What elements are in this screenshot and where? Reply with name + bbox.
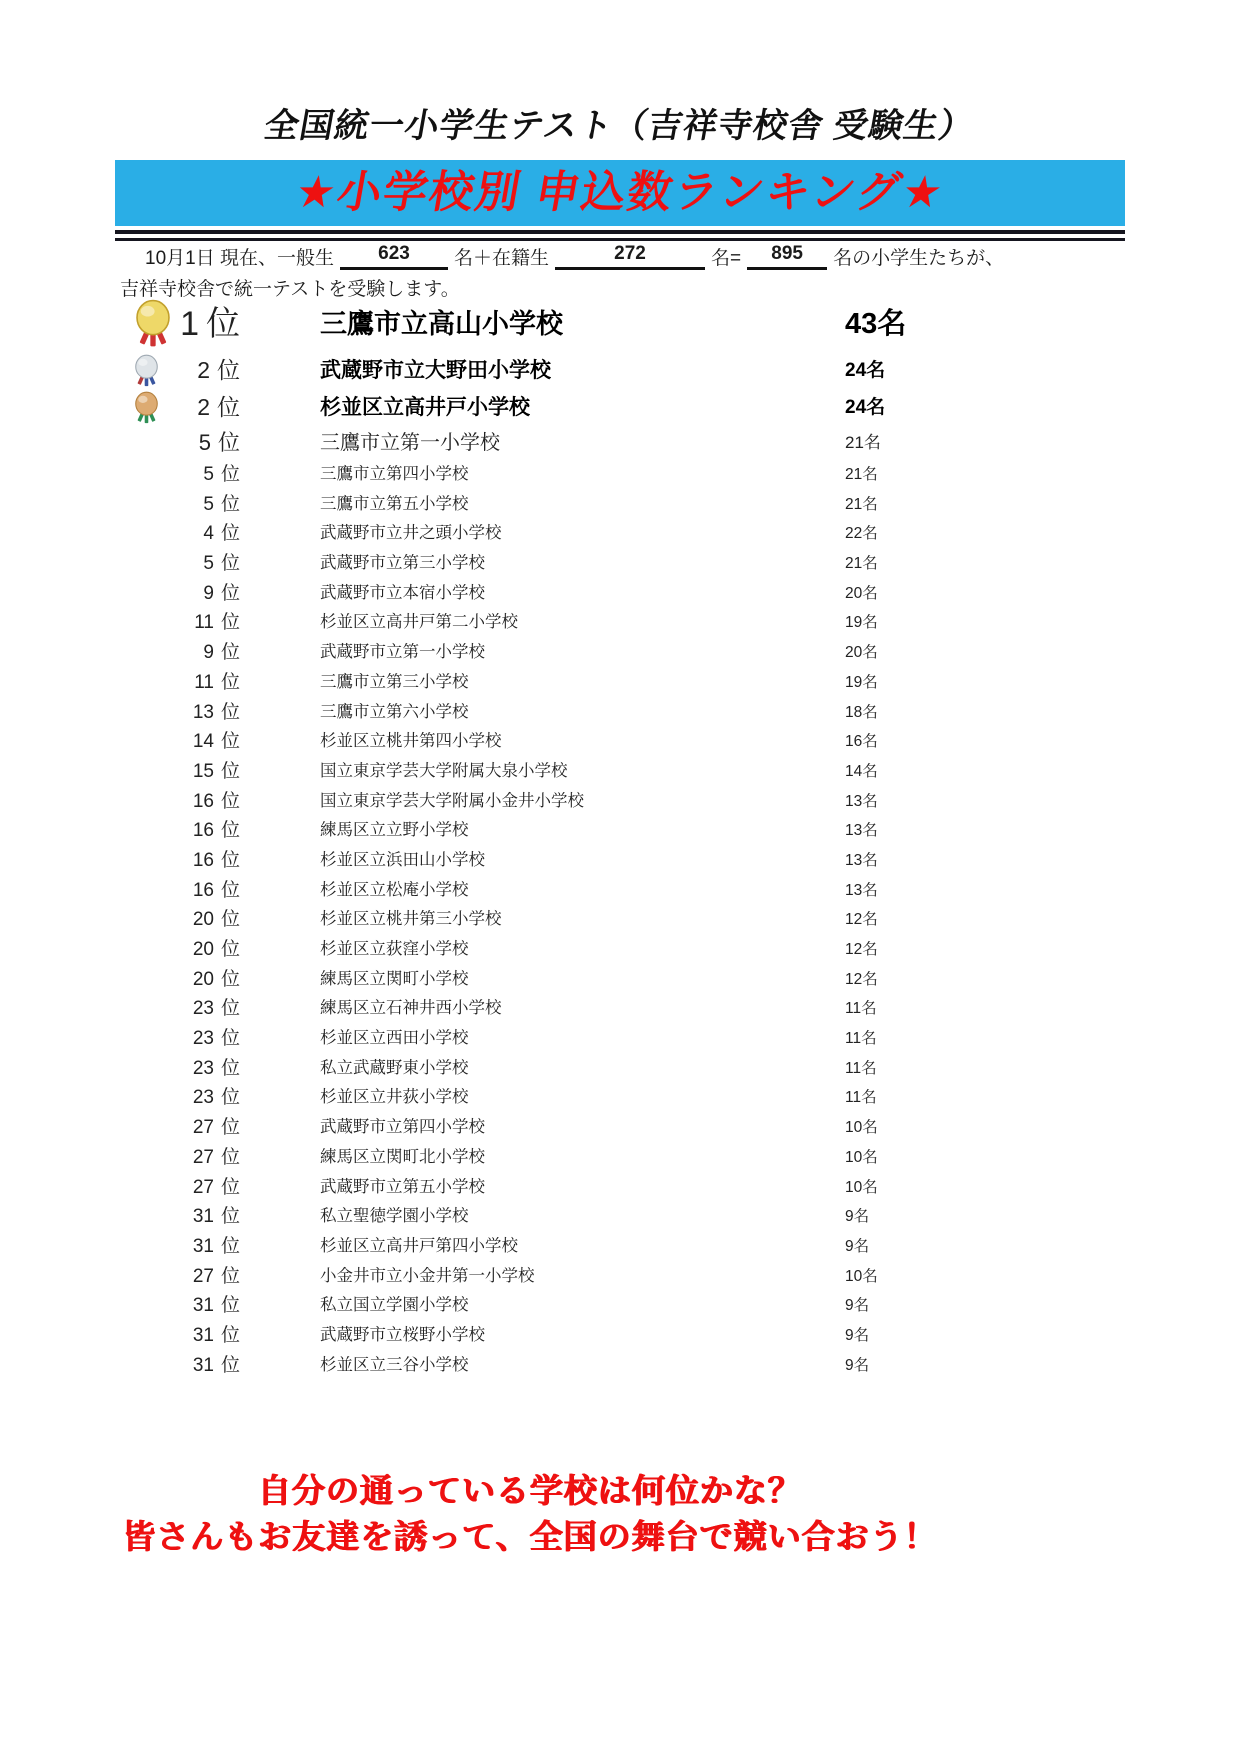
rank-number: 14 [192, 731, 214, 753]
ranking-row [0, 1291, 1240, 1321]
rank-number: 15 [192, 760, 214, 782]
rank-cell [115, 905, 240, 935]
total-count-value: 895 [747, 243, 827, 270]
ranking-row [0, 965, 1240, 995]
rank-number: 31 [192, 1295, 214, 1317]
rank-suffix: 位 [220, 1087, 240, 1109]
rank-suffix: 位 [220, 731, 240, 753]
applicant-count: 9名 [845, 1237, 870, 1255]
school-name: 私立国立学園小学校 [320, 1296, 469, 1315]
applicant-count: 21名 [845, 466, 878, 483]
rank-number: 9 [203, 582, 214, 604]
school-name: 杉並区立桃井第三小学校 [320, 910, 502, 929]
school-name: 杉並区立井荻小学校 [320, 1088, 469, 1107]
applicant-count: 12名 [845, 911, 878, 929]
ranking-row [0, 490, 1240, 520]
school-name: 三鷹市立第五小学校 [320, 494, 469, 513]
school-name: 杉並区立高井戸第二小学校 [320, 613, 518, 632]
school-name: 私立武蔵野東小学校 [320, 1058, 469, 1077]
rank-suffix: 位 [220, 820, 240, 842]
intro-seg1: 10月1日 現在、一般生 [145, 248, 334, 269]
ranking-row [0, 935, 1240, 965]
school-name: 武蔵野市立第五小学校 [320, 1177, 485, 1196]
rank-suffix: 位 [220, 1206, 240, 1228]
ranking-row [0, 1262, 1240, 1292]
rank-cell [115, 460, 240, 490]
rank-suffix: 位 [220, 1117, 240, 1139]
ranking-row [0, 638, 1240, 668]
rank-suffix: 位 [220, 1265, 240, 1287]
footer-line1: 自分の通っている学校は何位かな？ [258, 1472, 802, 1509]
rank-number: 31 [192, 1235, 214, 1257]
intro-line2: 吉祥寺校舎で統一テストを受験します。 [120, 279, 460, 300]
rank-cell [115, 1291, 240, 1321]
rank-cell [115, 389, 240, 426]
school-name: 小金井市立小金井第一小学校 [320, 1266, 535, 1285]
applicant-count: 43名 [845, 308, 907, 340]
rank-number: 16 [192, 849, 214, 871]
school-name: 国立東京学芸大学附属大泉小学校 [320, 761, 568, 780]
ranking-row [0, 727, 1240, 757]
school-name: 三鷹市立高山小学校 [320, 309, 563, 339]
rank-cell [115, 1262, 240, 1292]
rank-cell [115, 490, 240, 520]
rank-suffix: 位 [220, 790, 240, 812]
ranking-row [0, 579, 1240, 609]
ranking-row [0, 519, 1240, 549]
enrolled-count-value: 272 [555, 243, 705, 270]
school-name: 杉並区立西田小学校 [320, 1029, 469, 1048]
rank-number: 5 [198, 430, 211, 455]
rank-cell [115, 608, 240, 638]
rank-cell [115, 1351, 240, 1381]
rank-suffix: 位 [220, 464, 240, 485]
rank-number: 23 [192, 1087, 214, 1109]
ranking-row [0, 905, 1240, 935]
school-name: 三鷹市立第四小学校 [320, 465, 469, 483]
applicant-count: 21名 [845, 433, 881, 452]
rank-cell [115, 426, 240, 460]
rank-cell [115, 1202, 240, 1232]
applicant-count: 13名 [845, 822, 878, 840]
ranking-row [0, 876, 1240, 906]
ranking-row [0, 1173, 1240, 1203]
intro-seg3: 名= [711, 248, 742, 269]
applicant-count: 22名 [845, 525, 878, 543]
ranking-row [0, 1024, 1240, 1054]
rank-cell [115, 1321, 240, 1351]
school-name: 武蔵野市立桜野小学校 [320, 1325, 485, 1344]
rank-cell [115, 549, 240, 579]
school-name: 武蔵野市立第一小学校 [320, 643, 485, 662]
rank-cell [115, 816, 240, 846]
rank-cell [115, 1113, 240, 1143]
rank-suffix: 位 [220, 493, 240, 515]
rank-cell [115, 876, 240, 906]
footer-message [0, 1468, 1060, 1560]
ranking-row [0, 1113, 1240, 1143]
rank-suffix: 位 [220, 760, 240, 782]
rank-suffix: 位 [220, 642, 240, 664]
banner-text: ★小学校別 申込数ランキング★ [291, 168, 949, 217]
school-name: 三鷹市立第六小学校 [320, 702, 469, 721]
rank-suffix: 位 [217, 430, 240, 455]
ranking-row [0, 1232, 1240, 1262]
rank-cell [115, 787, 240, 817]
school-name: 武蔵野市立井之頭小学校 [320, 524, 502, 543]
applicant-count: 10名 [845, 1267, 878, 1285]
applicant-count: 11名 [845, 1000, 877, 1018]
school-name: 武蔵野市立第三小学校 [320, 554, 485, 573]
intro-seg2: 名＋在籍生 [453, 248, 549, 269]
applicant-count: 21名 [845, 495, 878, 513]
rank-suffix: 位 [220, 879, 240, 901]
applicant-count: 18名 [845, 703, 878, 721]
rank-number: 5 [203, 493, 214, 515]
rank-number: 23 [192, 998, 214, 1020]
rank-suffix: 位 [220, 1324, 240, 1346]
rank-number: 20 [192, 968, 214, 990]
school-name: 武蔵野市立大野田小学校 [320, 359, 551, 382]
applicant-count: 24名 [845, 360, 886, 381]
rank-suffix: 位 [220, 939, 240, 960]
rank-number: 11 [194, 612, 214, 634]
rank-cell [115, 965, 240, 995]
rank-number: 2 [197, 357, 210, 383]
school-name: 杉並区立高井戸小学校 [320, 396, 530, 419]
applicant-count: 10名 [845, 1119, 878, 1137]
rank-cell [115, 727, 240, 757]
ranking-row [0, 426, 1240, 460]
page-title: 全国統一小学生テスト（吉祥寺校舎 受験生） [261, 107, 978, 145]
rank-number: 27 [192, 1265, 214, 1287]
rank-number: 13 [192, 701, 214, 723]
school-name: 私立聖徳学園小学校 [320, 1207, 469, 1226]
rank-number: 9 [203, 642, 214, 664]
rank-suffix: 位 [220, 553, 240, 575]
ranking-row [0, 846, 1240, 876]
rank-number: 1 [180, 305, 199, 343]
applicant-count: 9名 [845, 1208, 870, 1226]
applicant-count: 20名 [845, 584, 878, 602]
rank-number: 20 [192, 939, 214, 960]
rank-cell [115, 757, 240, 787]
school-name: 杉並区立浜田山小学校 [320, 850, 485, 869]
rank-suffix: 位 [220, 523, 240, 545]
applicant-count: 13名 [845, 851, 878, 869]
rank-suffix: 位 [206, 305, 240, 343]
rank-suffix: 位 [220, 1354, 240, 1376]
rank-number: 31 [192, 1354, 214, 1376]
rank-number: 31 [192, 1206, 214, 1228]
applicant-count: 11名 [845, 1059, 877, 1077]
ranking-row [0, 1351, 1240, 1381]
school-name: 練馬区立関町小学校 [320, 969, 469, 988]
rank-number: 23 [192, 1028, 214, 1050]
divider-thick [115, 230, 1125, 234]
applicant-count: 12名 [845, 941, 878, 958]
rank-number: 27 [192, 1146, 214, 1168]
rank-cell [115, 296, 240, 352]
intro-seg4: 名の小学生たちが、 [833, 248, 1005, 269]
ranking-row [0, 1143, 1240, 1173]
ranking-row [0, 1321, 1240, 1351]
ranking-row [0, 389, 1240, 426]
ranking-row [0, 757, 1240, 787]
school-name: 練馬区立関町北小学校 [320, 1147, 485, 1166]
rank-number: 27 [192, 1117, 214, 1139]
rank-cell [115, 668, 240, 698]
rank-cell [115, 1173, 240, 1203]
rank-cell [115, 1083, 240, 1113]
school-name: 武蔵野市立本宿小学校 [320, 583, 485, 602]
rank-number: 2 [197, 394, 210, 420]
rank-cell [115, 638, 240, 668]
rank-suffix: 位 [220, 701, 240, 723]
applicant-count: 12名 [845, 970, 878, 988]
school-name: 三鷹市立第一小学校 [320, 432, 500, 454]
school-name: 杉並区立桃井第四小学校 [320, 732, 502, 751]
applicant-count: 9名 [845, 1326, 870, 1344]
rank-number: 5 [203, 464, 214, 485]
rank-suffix: 位 [220, 1146, 240, 1168]
rank-suffix: 位 [220, 582, 240, 604]
rank-number: 16 [192, 820, 214, 842]
school-name: 三鷹市立第三小学校 [320, 672, 469, 691]
rank-number: 16 [192, 879, 214, 901]
footer-line2: 皆さんもお友達を誘って、全国の舞台で競い合おう！ [122, 1518, 938, 1556]
rank-cell [115, 1232, 240, 1262]
rank-cell [115, 1024, 240, 1054]
applicant-count: 13名 [845, 792, 878, 810]
rank-cell [115, 1054, 240, 1084]
ranking-row [0, 352, 1240, 389]
school-name: 武蔵野市立第四小学校 [320, 1118, 485, 1137]
rank-suffix: 位 [220, 849, 240, 871]
rank-cell [115, 935, 240, 965]
rank-cell [115, 846, 240, 876]
rank-number: 23 [192, 1057, 214, 1079]
rank-number: 31 [192, 1324, 214, 1346]
rank-cell [115, 698, 240, 728]
rank-number: 11 [194, 671, 214, 693]
rank-cell [115, 579, 240, 609]
intro-line1 [145, 243, 1004, 270]
applicant-count: 9名 [845, 1356, 870, 1374]
ranking-row [0, 994, 1240, 1024]
rank-cell [115, 994, 240, 1024]
rank-suffix: 位 [217, 394, 240, 420]
ranking-row [0, 296, 1240, 352]
divider-thin [115, 238, 1125, 241]
applicant-count: 11名 [845, 1089, 877, 1107]
school-name: 杉並区立松庵小学校 [320, 880, 469, 899]
ranking-row [0, 549, 1240, 579]
rank-number: 20 [192, 909, 214, 931]
ranking-row [0, 1054, 1240, 1084]
school-name: 練馬区立立野小学校 [320, 821, 469, 840]
rank-number: 5 [203, 553, 214, 575]
applicant-count: 19名 [845, 614, 878, 632]
ranking-row [0, 1202, 1240, 1232]
ranking-row [0, 460, 1240, 490]
ranking-row [0, 787, 1240, 817]
rank-suffix: 位 [217, 357, 240, 383]
school-name: 練馬区立石神井西小学校 [320, 999, 502, 1018]
applicant-count: 24名 [845, 397, 886, 418]
school-name: 国立東京学芸大学附属小金井小学校 [320, 791, 584, 810]
rank-cell [115, 352, 240, 389]
rank-suffix: 位 [220, 909, 240, 931]
school-name: 杉並区立三谷小学校 [320, 1355, 469, 1374]
rank-suffix: 位 [220, 1028, 240, 1050]
applicant-count: 19名 [845, 673, 878, 691]
applicant-count: 10名 [845, 1178, 878, 1196]
rank-number: 27 [192, 1176, 214, 1198]
ranking-row [0, 698, 1240, 728]
applicant-count: 10名 [845, 1148, 878, 1166]
rank-suffix: 位 [220, 612, 240, 634]
rank-cell [115, 1143, 240, 1173]
rank-suffix: 位 [220, 1295, 240, 1317]
rank-suffix: 位 [220, 671, 240, 693]
ranking-row [0, 668, 1240, 698]
rank-number: 16 [192, 790, 214, 812]
school-name: 杉並区立高井戸第四小学校 [320, 1236, 518, 1255]
ranking-row [0, 1083, 1240, 1113]
rank-number: 4 [203, 523, 214, 545]
school-name: 杉並区立荻窪小学校 [320, 940, 469, 958]
applicant-count: 13名 [845, 881, 878, 899]
applicant-count: 20名 [845, 644, 878, 662]
rank-suffix: 位 [220, 968, 240, 990]
rank-suffix: 位 [220, 1057, 240, 1079]
ranking-row [0, 608, 1240, 638]
general-count-value: 623 [340, 243, 448, 270]
rank-suffix: 位 [220, 998, 240, 1020]
applicant-count: 9名 [845, 1297, 870, 1315]
applicant-count: 11名 [845, 1030, 877, 1048]
ranking-row [0, 816, 1240, 846]
applicant-count: 16名 [845, 733, 878, 751]
applicant-count: 14名 [845, 762, 878, 780]
ranking-list [0, 296, 1240, 1380]
applicant-count: 21名 [845, 555, 878, 573]
rank-cell [115, 519, 240, 549]
rank-suffix: 位 [220, 1235, 240, 1257]
rank-suffix: 位 [220, 1176, 240, 1198]
ranking-banner [115, 160, 1125, 226]
